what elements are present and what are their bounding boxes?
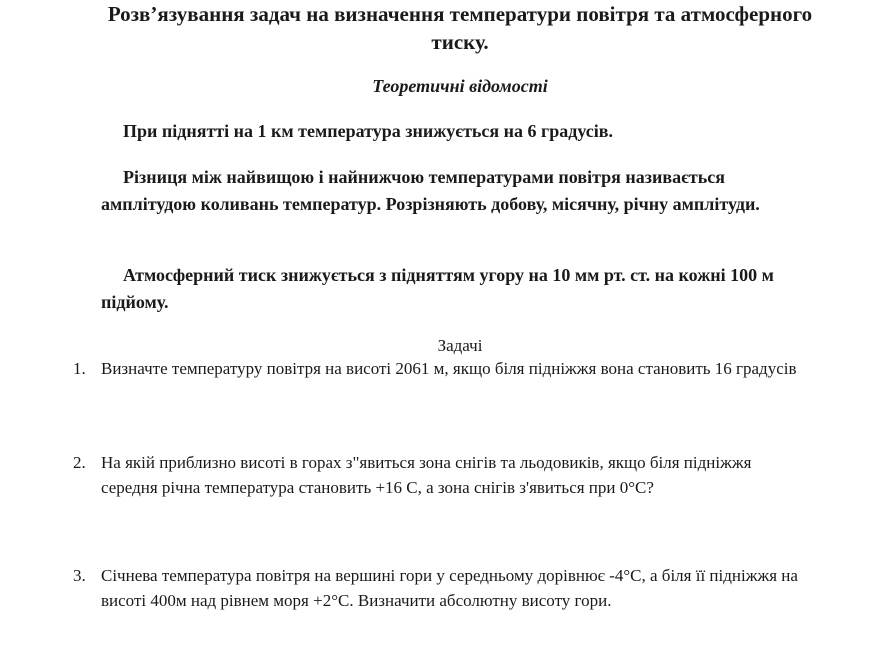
task-number: 3. (73, 566, 86, 585)
tasks-heading: Задачі (437, 336, 483, 355)
task-item-2 (73, 451, 803, 500)
theory-paragraph-amplitude: Різниця між найвищою і найнижчою температурами повітря називається амплітудою коливань температур. Розрізняють добову, місячну, річну амплітуди. (101, 167, 760, 214)
task-text: На якій приблизно висоті в горах з"явиться зона снігів та льодовиків, якщо біля підніжжя середня річна температура становить +16 С, а зона снігів з'явиться при 0°С? (101, 453, 752, 497)
document-title: Розв’язування задач на визначення температури повітря та атмосферного тиску. (107, 2, 813, 54)
task-text: Січнева температура повітря на вершині гори у середньому дорівнює -4°С, а біля її підніжжя на висоті 400м над рівнем моря +2°С. Визначити абсолютну висоту гори. (101, 566, 798, 610)
task-number: 2. (73, 453, 86, 472)
task-number: 1. (73, 359, 86, 378)
task-text: Визначте температуру повітря на висоті 2061 м, якщо біля підніжжя вона становить 16 градусів (101, 359, 797, 378)
section-subtitle: Теоретичні відомості (372, 76, 548, 96)
task-item-3 (73, 564, 803, 613)
theory-paragraph-pressure: Атмосферний тиск знижується з підняттям угору на 10 мм рт. ст. на кожні 100 м підйому. (101, 265, 774, 312)
task-item-1 (73, 357, 803, 382)
theory-paragraph-temperature: При піднятті на 1 км температура знижується на 6 градусів. (123, 121, 613, 141)
